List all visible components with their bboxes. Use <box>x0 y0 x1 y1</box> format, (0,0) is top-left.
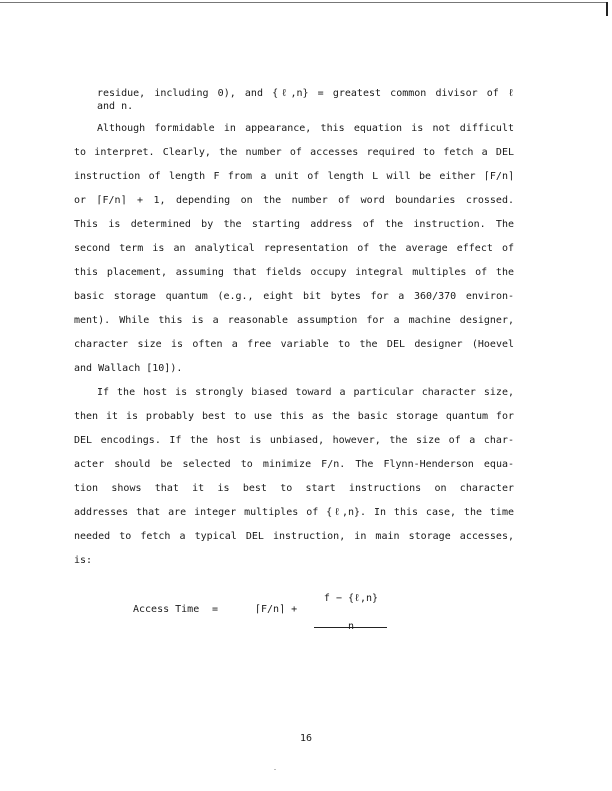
text-line: then it is probably best to use this as the basic storage quantum for <box>74 411 514 422</box>
text-line: ment). While this is a reasonable assumption for a machine designer, <box>74 315 514 326</box>
scan-speck <box>274 769 276 770</box>
text-line: If the host is strongly biased toward a particular character size, <box>97 387 514 398</box>
text-line: addresses that are integer multiples of {ℓ,n}. In this case, the time <box>74 507 514 518</box>
page-top-rule <box>0 2 606 3</box>
text-line: Although formidable in appearance, this equation is not difficult <box>97 123 514 134</box>
text-line: residue, including 0), and {ℓ,n} = greatest common divisor of ℓ <box>97 88 514 99</box>
text-line: second term is an analytical representation of the average effect of <box>74 243 514 254</box>
equation-label: Access Time <box>133 604 200 615</box>
text-line: and Wallach [10]). <box>74 363 183 374</box>
text-line: needed to fetch a typical DEL instruction, in main storage accesses, <box>74 531 514 542</box>
text-line: This is determined by the starting address of the instruction. The <box>74 219 514 230</box>
text-line: character size is often a free variable to the DEL designer (Hoevel <box>74 339 514 350</box>
equation-equals: = <box>212 604 219 615</box>
text-line: or ⌈F/n⌉ + 1, depending on the number of word boundaries crossed. <box>74 195 514 206</box>
page-number: 16 <box>299 733 313 744</box>
text-line: instruction of length F from a unit of length L will be either ⌈F/n⌉ <box>74 171 514 182</box>
text-line: is: <box>74 555 93 566</box>
text-line: to interpret. Clearly, the number of accesses required to fetch a DEL <box>74 147 514 158</box>
equation-numerator: f − {ℓ,n} <box>323 593 379 604</box>
text-line: acter should be selected to minimize F/n. The Flynn-Henderson equa- <box>74 459 514 470</box>
equation-ceiling-term: ⌈F/n⌉ + <box>255 604 298 615</box>
page-corner-mark <box>606 2 608 16</box>
text-line: DEL encodings. If the host is unbiased, however, the size of a char- <box>74 435 514 446</box>
text-line: tion shows that it is best to start instructions on character <box>74 483 514 494</box>
text-line: basic storage quantum (e.g., eight bit bytes for a 360/370 environ- <box>74 291 514 302</box>
equation-denominator: n <box>347 621 355 632</box>
text-line: and n. <box>97 101 134 112</box>
text-line: this placement, assuming that fields occupy integral multiples of the <box>74 267 514 278</box>
